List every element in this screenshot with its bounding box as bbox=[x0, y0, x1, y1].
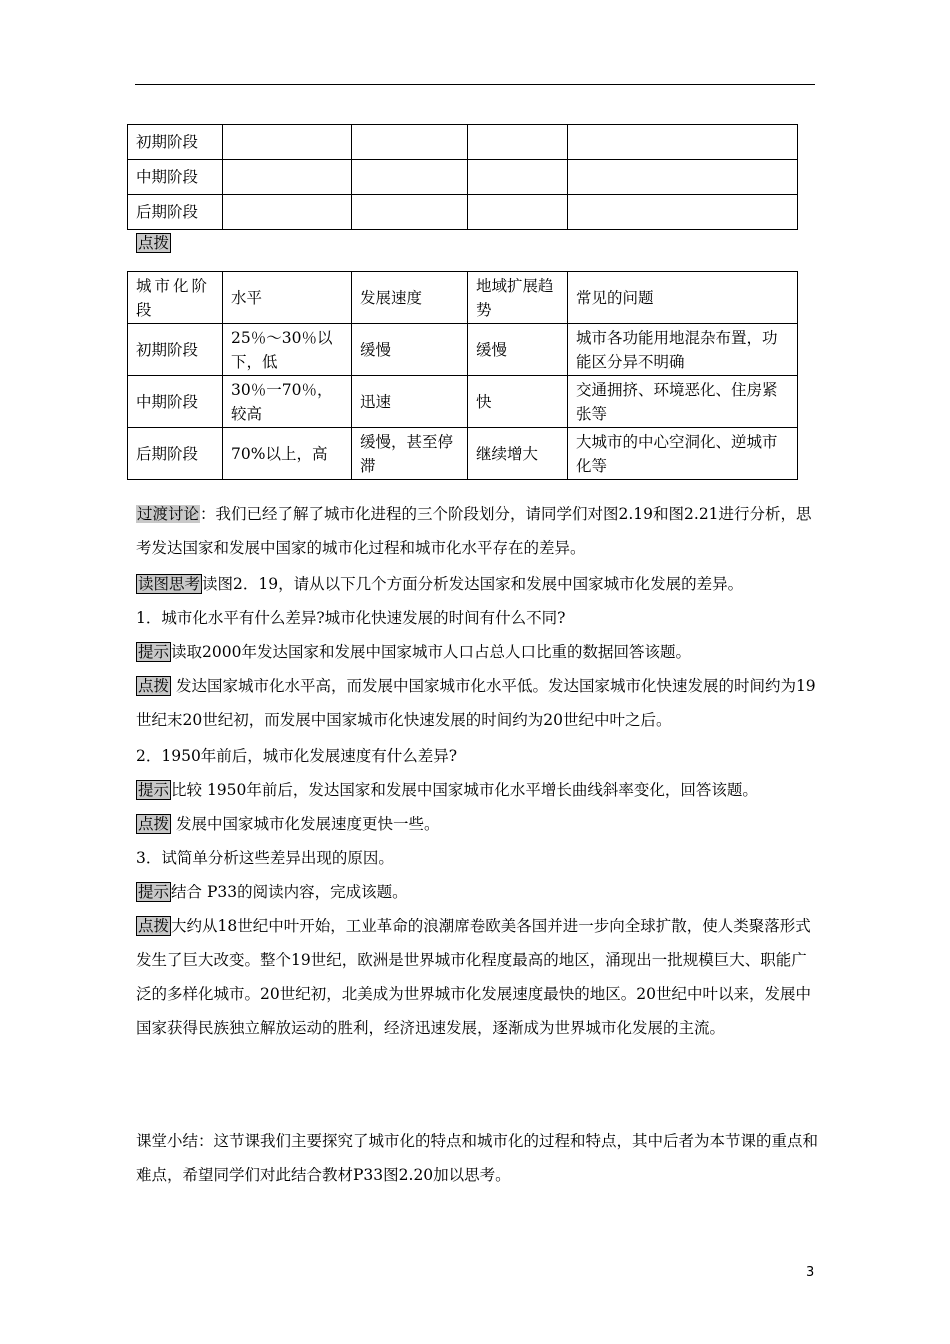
note-1: 点拨 发达国家城市化水平高，而发展中国家城市化水平低。发达国家城市化快速发展的时间约为19世纪末20世纪初，而发展中国家城市化快速发展的时间约为20世纪中叶之后。 bbox=[136, 677, 816, 729]
column-header: 城市化阶段 bbox=[128, 272, 223, 324]
table-row bbox=[128, 125, 798, 160]
table-cell: 迅速 bbox=[352, 376, 468, 428]
table-cell: 初期阶段 bbox=[128, 324, 223, 376]
table-cell: 中期阶段 bbox=[128, 376, 223, 428]
table-cell: 城市各功能用地混杂布置，功能区分异不明确 bbox=[568, 324, 798, 376]
stage-table-blank bbox=[127, 124, 798, 230]
table-cell: 大城市的中心空洞化、逆城市化等 bbox=[568, 428, 798, 480]
note-2: 点拨 发展中国家城市化发展速度更快一些。 bbox=[138, 815, 440, 833]
stage-cell: 后期阶段 bbox=[128, 195, 223, 230]
page-number: 3 bbox=[806, 1265, 815, 1280]
table-cell: 70%以上，高 bbox=[223, 428, 352, 480]
table-cell: 25％～30％以下，低 bbox=[223, 324, 352, 376]
hint-3: 提示 结合 P33的阅读内容，完成该题。 bbox=[138, 883, 408, 901]
column-header: 常见的问题 bbox=[568, 272, 798, 324]
column-header: 地域扩展趋势 bbox=[468, 272, 568, 324]
question-2: 2．1950年前后，城市化发展速度有什么差异? bbox=[136, 747, 458, 765]
stage-table-answer bbox=[127, 271, 798, 480]
table-cell: 后期阶段 bbox=[128, 428, 223, 480]
dianbo-label: 点拨 bbox=[138, 234, 170, 252]
column-header: 发展速度 bbox=[352, 272, 468, 324]
hint-1: 提示 读取2000年发达国家和发展中国家城市人口占总人口比重的数据回答该题。 bbox=[138, 643, 691, 661]
read-figure-paragraph: 读图思考 读图2．19，请从以下几个方面分析发达国家和发展中国家城市化发展的差异。 bbox=[138, 575, 744, 593]
table-row bbox=[128, 160, 798, 195]
table-cell: 继续增大 bbox=[468, 428, 568, 480]
table-row bbox=[128, 324, 798, 376]
hint-2: 提示 比较 1950年前后，发达国家和发展中国家城市化水平增长曲线斜率变化，回答该题。 bbox=[138, 781, 758, 799]
note-3: 点拨 大约从18世纪中叶开始，工业革命的浪潮席卷欧美各国并进一步向全球扩散，使人类聚落形式发生了巨大改变。整个19世纪，欧洲是世界城市化程度最高的地区，涌现出一批规模巨大、职能广泛的多样化城市。20世纪初，北美成为世界城市化发展速度最快的地区。20世纪中叶以来，发展中国家获得民族独立解放运动的胜利，经济迅速发展，逐渐成为世界城市化发展的主流。 bbox=[136, 917, 811, 1037]
class-summary: 课堂小结：这节课我们主要探究了城市化的特点和城市化的过程和特点，其中后者为本节课的重点和难点，希望同学们对此结合教材P33图2.20加以思考。 bbox=[136, 1132, 819, 1184]
table-cell: 30％一70％，较高 bbox=[223, 376, 352, 428]
question-1: 1．城市化水平有什么差异?城市化快速发展的时间有什么不同? bbox=[136, 609, 566, 627]
column-header: 水平 bbox=[223, 272, 352, 324]
stage-cell: 初期阶段 bbox=[128, 125, 223, 160]
table-row bbox=[128, 428, 798, 480]
table-cell: 快 bbox=[468, 376, 568, 428]
table-row bbox=[128, 195, 798, 230]
question-3: 3．试简单分析这些差异出现的原因。 bbox=[136, 849, 394, 867]
table-cell: 交通拥挤、环境恶化、住房紧张等 bbox=[568, 376, 798, 428]
table-header-row bbox=[128, 272, 798, 324]
table-cell: 缓慢 bbox=[352, 324, 468, 376]
table-cell: 缓慢 bbox=[468, 324, 568, 376]
transition-paragraph: 过渡讨论：我们已经了解了城市化进程的三个阶段划分，请同学们对图2.19和图2.21进行分析，思考发达国家和发展中国家的城市化过程和城市化水平存在的差异。 bbox=[136, 505, 812, 557]
stage-cell: 中期阶段 bbox=[128, 160, 223, 195]
table-row bbox=[128, 376, 798, 428]
table-cell: 缓慢，甚至停滞 bbox=[352, 428, 468, 480]
header-rule bbox=[135, 84, 815, 85]
